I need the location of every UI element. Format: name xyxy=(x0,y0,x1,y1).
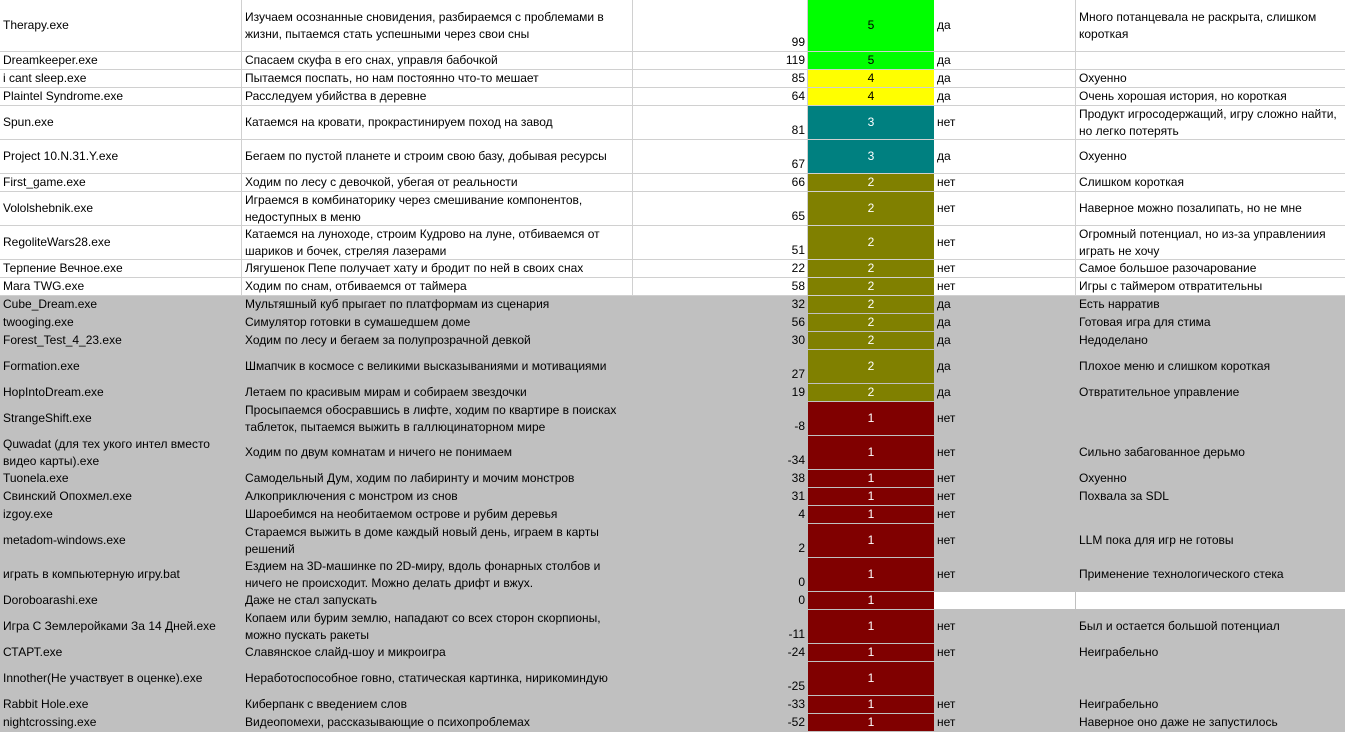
cell-description[interactable]: Самодельный Дум, ходим по лабиринту и мочим монстров xyxy=(242,470,633,487)
cell-comment[interactable] xyxy=(1076,506,1345,523)
cell-description[interactable]: Ездием на 3D-машинке по 2D-миру, вдоль фонарных столбов и ничего не происходит. Можно делать дрифт и вжух. xyxy=(242,558,633,591)
cell-yes-no[interactable] xyxy=(934,662,1076,695)
cell-points[interactable]: 38 xyxy=(633,470,808,487)
cell-yes-no[interactable]: да xyxy=(934,52,1076,69)
cell-game-name[interactable]: izgoy.exe xyxy=(0,506,242,523)
cell-score[interactable]: 2 xyxy=(808,296,934,313)
table-row xyxy=(0,436,1345,470)
cell-description[interactable]: Мультяшный куб прыгает по платформам из сценария xyxy=(242,296,633,313)
table-row xyxy=(0,88,1345,106)
cell-description[interactable]: Алкоприключения с монстром из снов xyxy=(242,488,633,505)
table-row xyxy=(0,592,1345,610)
cell-game-name[interactable]: nightcrossing.exe xyxy=(0,714,242,731)
cell-score[interactable]: 1 xyxy=(808,644,934,661)
table-row xyxy=(0,0,1345,52)
cell-comment[interactable]: Был и остается большой потенциал xyxy=(1076,610,1345,643)
cell-score[interactable]: 1 xyxy=(808,524,934,557)
cell-game-name[interactable]: Quwadat (для тех укого интел вместо видео карты).exe xyxy=(0,436,242,469)
cell-score[interactable]: 4 xyxy=(808,88,934,105)
cell-score[interactable]: 1 xyxy=(808,714,934,731)
cell-game-name[interactable]: i cant sleep.exe xyxy=(0,70,242,87)
cell-description[interactable]: Лягушенок Пепе получает хату и бродит по ней в своих снах xyxy=(242,260,633,277)
cell-yes-no[interactable]: нет xyxy=(934,714,1076,731)
cell-yes-no[interactable]: нет xyxy=(934,226,1076,259)
cell-game-name[interactable]: Свинский Опохмел.exe xyxy=(0,488,242,505)
cell-yes-no[interactable]: да xyxy=(934,0,1076,51)
cell-description[interactable]: Пытаемся поспать, но нам постоянно что-то мешает xyxy=(242,70,633,87)
cell-description[interactable]: Ходим по снам, отбиваемся от таймера xyxy=(242,278,633,295)
cell-score[interactable]: 2 xyxy=(808,260,934,277)
cell-points[interactable]: -8 xyxy=(633,402,808,435)
table-row xyxy=(0,70,1345,88)
cell-points[interactable]: 19 xyxy=(633,384,808,401)
table-row xyxy=(0,558,1345,592)
cell-description[interactable]: Неработоспособное говно, статическая картинка, нирикоминдую xyxy=(242,662,633,695)
table-row xyxy=(0,402,1345,436)
table-row xyxy=(0,470,1345,488)
cell-comment[interactable] xyxy=(1076,592,1345,609)
cell-points[interactable]: -25 xyxy=(633,662,808,695)
cell-yes-no[interactable]: нет xyxy=(934,260,1076,277)
cell-comment[interactable]: Сильно забагованное дерьмо xyxy=(1076,436,1345,469)
cell-description[interactable]: Ходим по двум комнатам и ничего не понимаем xyxy=(242,436,633,469)
cell-score[interactable]: 1 xyxy=(808,592,934,609)
cell-yes-no[interactable]: нет xyxy=(934,558,1076,591)
cell-comment[interactable]: Неиграбельно xyxy=(1076,644,1345,661)
cell-game-name[interactable]: Tuonela.exe xyxy=(0,470,242,487)
table-row xyxy=(0,644,1345,662)
cell-game-name[interactable]: Spun.exe xyxy=(0,106,242,139)
cell-comment[interactable]: LLM пока для игр не готовы xyxy=(1076,524,1345,557)
cell-score[interactable]: 2 xyxy=(808,384,934,401)
cell-game-name[interactable]: Therapy.exe xyxy=(0,0,242,51)
cell-yes-no[interactable]: нет xyxy=(934,106,1076,139)
cell-description[interactable]: Бегаем по пустой планете и строим свою базу, добывая ресурсы xyxy=(242,140,633,173)
cell-points[interactable]: 85 xyxy=(633,70,808,87)
cell-comment[interactable]: Слишком короткая xyxy=(1079,175,1184,189)
cell-yes-no[interactable]: нет xyxy=(934,174,1076,191)
cell-points[interactable]: -33 xyxy=(633,696,808,713)
cell-game-name[interactable]: metadom-windows.exe xyxy=(0,524,242,557)
table-row xyxy=(0,524,1345,558)
cell-score[interactable]: 3 xyxy=(808,140,934,173)
cell-points[interactable]: -24 xyxy=(633,644,808,661)
table-row xyxy=(0,296,1345,314)
cell-points[interactable]: 2 xyxy=(633,524,808,557)
cell-comment[interactable]: Плохое меню и слишком короткая xyxy=(1076,350,1345,383)
table-row xyxy=(0,174,1345,192)
cell-comment[interactable]: Охуенно xyxy=(1079,149,1127,163)
cell-game-name[interactable]: Formation.exe xyxy=(0,350,242,383)
cell-comment[interactable]: Очень хорошая история, но короткая xyxy=(1079,89,1287,103)
cell-comment[interactable]: Отвратительное управление xyxy=(1076,384,1345,401)
cell-game-name[interactable]: Project 10.N.31.Y.exe xyxy=(0,140,242,173)
cell-comment[interactable]: Неиграбельно xyxy=(1076,696,1345,713)
cell-description[interactable]: Катаемся на кровати, прокрастинируем поход на завод xyxy=(242,106,633,139)
cell-yes-no[interactable]: нет xyxy=(934,488,1076,505)
cell-game-name[interactable]: RegoliteWars28.exe xyxy=(0,226,242,259)
cell-yes-no[interactable]: да xyxy=(934,332,1076,349)
cell-score[interactable]: 5 xyxy=(808,52,934,69)
cell-game-name[interactable]: Rabbit Hole.exe xyxy=(0,696,242,713)
cell-game-name[interactable]: играть в компьютерную игру.bat xyxy=(0,558,242,591)
cell-description[interactable]: Расследуем убийства в деревне xyxy=(242,88,633,105)
cell-comment[interactable]: Самое большое разочарование xyxy=(1079,261,1257,275)
cell-points[interactable]: 67 xyxy=(633,140,808,173)
table-row xyxy=(0,140,1345,174)
cell-yes-no[interactable]: нет xyxy=(934,524,1076,557)
cell-yes-no[interactable]: нет xyxy=(934,610,1076,643)
cell-points[interactable]: 119 xyxy=(633,52,808,69)
cell-score[interactable]: 5 xyxy=(808,0,934,51)
cell-points[interactable]: 0 xyxy=(633,558,808,591)
cell-points[interactable]: 58 xyxy=(633,278,808,295)
cell-score[interactable]: 1 xyxy=(808,662,934,695)
cell-score[interactable]: 2 xyxy=(808,174,934,191)
cell-description[interactable]: Видеопомехи, рассказывающие о психопроблемах xyxy=(242,714,633,731)
cell-yes-no[interactable]: да xyxy=(934,384,1076,401)
table-row xyxy=(0,506,1345,524)
cell-score[interactable]: 1 xyxy=(808,610,934,643)
cell-points[interactable]: 66 xyxy=(633,174,808,191)
table-row xyxy=(0,488,1345,506)
cell-points[interactable]: -11 xyxy=(633,610,808,643)
cell-points[interactable]: 31 xyxy=(633,488,808,505)
cell-comment[interactable]: Огромный потенциал, но из-за управлениия играть не хочу xyxy=(1079,226,1326,258)
cell-description[interactable]: Играемся в комбинаторику через смешивание компонентов, недоступных в меню xyxy=(242,192,633,225)
cell-score[interactable]: 2 xyxy=(808,278,934,295)
cell-game-name[interactable]: Dreamkeeper.exe xyxy=(0,52,242,69)
cell-score[interactable]: 2 xyxy=(808,192,934,225)
table-row xyxy=(0,52,1345,70)
cell-description[interactable]: Изучаем осознанные сновидения, разбираемся с проблемами в жизни, пытаемся стать успешными через свои сны xyxy=(242,0,633,51)
cell-yes-no[interactable]: нет xyxy=(934,278,1076,295)
cell-comment[interactable] xyxy=(1076,52,1345,69)
cell-game-name[interactable]: Mara TWG.exe xyxy=(0,278,242,295)
cell-points[interactable]: 99 xyxy=(633,0,808,51)
cell-score[interactable]: 2 xyxy=(808,314,934,331)
cell-comment[interactable]: Наверное оно даже не запустилось xyxy=(1076,714,1345,731)
cell-score[interactable]: 1 xyxy=(808,696,934,713)
table-row xyxy=(0,260,1345,278)
cell-game-name[interactable]: СТАРТ.exe xyxy=(0,644,242,661)
cell-description[interactable]: Спасаем скуфа в его снах, управля бабочкой xyxy=(242,52,633,69)
cell-points[interactable]: 81 xyxy=(633,106,808,139)
cell-yes-no[interactable]: нет xyxy=(934,192,1076,225)
table-row xyxy=(0,384,1345,402)
cell-yes-no[interactable]: да xyxy=(934,88,1076,105)
cell-game-name[interactable]: Plaintel Syndrome.exe xyxy=(0,88,242,105)
cell-comment[interactable] xyxy=(1076,662,1345,695)
cell-comment[interactable]: Наверное можно позалипать, но не мне xyxy=(1079,201,1302,215)
cell-score[interactable]: 4 xyxy=(808,70,934,87)
table-row xyxy=(0,226,1345,260)
cell-description[interactable]: Славянское слайд-шоу и микроигра xyxy=(242,644,633,661)
cell-points[interactable]: 64 xyxy=(633,88,808,105)
cell-yes-no[interactable]: нет xyxy=(934,506,1076,523)
cell-points[interactable]: -52 xyxy=(633,714,808,731)
cell-score[interactable]: 1 xyxy=(808,506,934,523)
cell-comment[interactable] xyxy=(1076,402,1345,435)
cell-points[interactable]: 22 xyxy=(633,260,808,277)
cell-yes-no[interactable]: нет xyxy=(934,696,1076,713)
cell-yes-no[interactable]: да xyxy=(934,70,1076,87)
cell-score[interactable]: 1 xyxy=(808,488,934,505)
cell-score[interactable]: 2 xyxy=(808,350,934,383)
cell-points[interactable]: 56 xyxy=(633,314,808,331)
cell-score[interactable]: 3 xyxy=(808,106,934,139)
cell-yes-no[interactable]: нет xyxy=(934,470,1076,487)
table-row xyxy=(0,106,1345,140)
cell-description[interactable]: Симулятор готовки в сумашедшем доме xyxy=(242,314,633,331)
cell-yes-no[interactable]: нет xyxy=(934,436,1076,469)
cell-description[interactable]: Ходим по лесу и бегаем за полупрозрачной девкой xyxy=(242,332,633,349)
cell-description[interactable]: Ходим по лесу с девочкой, убегая от реальности xyxy=(242,174,633,191)
cell-score[interactable]: 2 xyxy=(808,226,934,259)
cell-score[interactable]: 1 xyxy=(808,558,934,591)
table-row xyxy=(0,350,1345,384)
cell-comment[interactable]: Много потанцевала не раскрыта, слишком короткая xyxy=(1079,9,1317,41)
cell-points[interactable]: 0 xyxy=(633,592,808,609)
cell-points[interactable]: 4 xyxy=(633,506,808,523)
cell-comment[interactable]: Похвала за SDL xyxy=(1076,488,1345,505)
table-row xyxy=(0,714,1345,732)
cell-description[interactable]: Летаем по красивым мирам и собираем звездочки xyxy=(242,384,633,401)
cell-game-name[interactable]: Cube_Dream.exe xyxy=(0,296,242,313)
cell-comment[interactable]: Продукт игросодержащий, игру сложно найти, но легко потерять xyxy=(1079,106,1337,138)
cell-game-name[interactable]: Doroboarashi.exe xyxy=(0,592,242,609)
cell-score[interactable]: 1 xyxy=(808,436,934,469)
cell-comment[interactable]: Охуенно xyxy=(1079,71,1127,85)
cell-yes-no[interactable]: нет xyxy=(934,402,1076,435)
cell-comment[interactable]: Есть нарратив xyxy=(1076,296,1345,313)
cell-description[interactable]: Просыпаемся обосравшись в лифте, ходим по квартире в поисках таблеток, пытаемся выжить в галлюцинаторном мире xyxy=(242,402,633,435)
cell-score[interactable]: 1 xyxy=(808,470,934,487)
cell-game-name[interactable]: Innother(Не участвует в оценке).exe xyxy=(0,662,242,695)
table-row xyxy=(0,314,1345,332)
cell-points[interactable]: -34 xyxy=(633,436,808,469)
table-row xyxy=(0,696,1345,714)
cell-comment[interactable]: Применение технологического стека xyxy=(1076,558,1345,591)
cell-game-name[interactable]: Терпение Вечное.exe xyxy=(0,260,242,277)
cell-game-name[interactable]: Vololshebnik.exe xyxy=(0,192,242,225)
cell-description[interactable]: Шмапчик в космосе с великими высказываниями и мотивациями xyxy=(242,350,633,383)
cell-description[interactable]: Киберпанк с введением слов xyxy=(242,696,633,713)
cell-game-name[interactable]: twooging.exe xyxy=(0,314,242,331)
cell-game-name[interactable]: HopIntoDream.exe xyxy=(0,384,242,401)
cell-points[interactable]: 65 xyxy=(633,192,808,225)
table-row xyxy=(0,192,1345,226)
cell-comment[interactable]: Игры с таймером отвратительны xyxy=(1079,279,1263,293)
cell-description[interactable]: Копаем или бурим землю, нападают со всех сторон скорпионы, можно пускать ракеты xyxy=(242,610,633,643)
cell-game-name[interactable]: Игра С Землеройками За 14 Дней.exe xyxy=(0,610,242,643)
cell-game-name[interactable]: First_game.exe xyxy=(0,174,242,191)
cell-comment[interactable]: Готовая игра для стима xyxy=(1076,314,1345,331)
cell-comment[interactable]: Охуенно xyxy=(1076,470,1345,487)
cell-score[interactable]: 2 xyxy=(808,332,934,349)
cell-score[interactable]: 1 xyxy=(808,402,934,435)
cell-description[interactable]: Шароебимся на необитаемом острове и рубим деревья xyxy=(242,506,633,523)
cell-yes-no[interactable]: да xyxy=(934,140,1076,173)
cell-description[interactable]: Даже не стал запускать xyxy=(242,592,633,609)
cell-points[interactable]: 51 xyxy=(633,226,808,259)
cell-points[interactable]: 27 xyxy=(633,350,808,383)
cell-yes-no[interactable]: да xyxy=(934,314,1076,331)
cell-description[interactable]: Катаемся на луноходе, строим Кудрово на луне, отбиваемся от шариков и бочек, стреляя лазерами xyxy=(242,226,633,259)
cell-description[interactable]: Стараемся выжить в доме каждый новый день, играем в карты решений xyxy=(242,524,633,557)
cell-yes-no[interactable]: да xyxy=(934,350,1076,383)
table-row xyxy=(0,332,1345,350)
cell-comment[interactable]: Недоделано xyxy=(1076,332,1345,349)
table-row xyxy=(0,610,1345,644)
cell-yes-no[interactable]: нет xyxy=(934,644,1076,661)
table-row xyxy=(0,278,1345,296)
cell-yes-no[interactable] xyxy=(934,592,1076,609)
cell-game-name[interactable]: StrangeShift.exe xyxy=(0,402,242,435)
cell-game-name[interactable]: Forest_Test_4_23.exe xyxy=(0,332,242,349)
table-row xyxy=(0,662,1345,696)
cell-points[interactable]: 32 xyxy=(633,296,808,313)
cell-yes-no[interactable]: да xyxy=(934,296,1076,313)
cell-points[interactable]: 30 xyxy=(633,332,808,349)
